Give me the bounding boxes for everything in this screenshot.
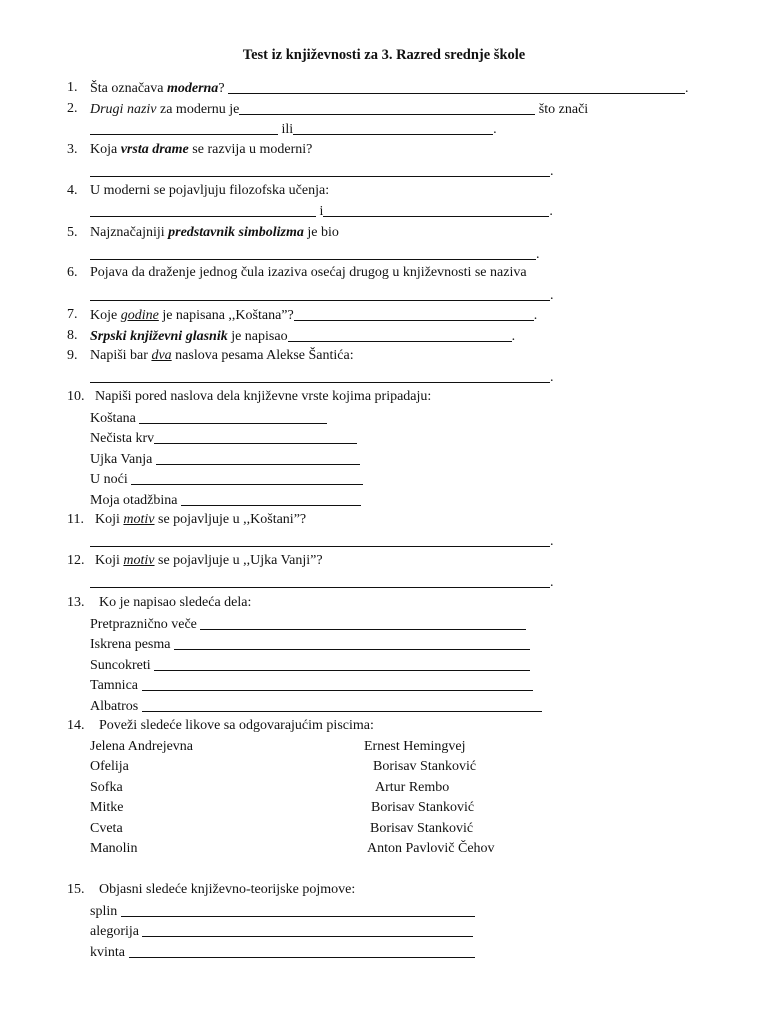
answer-blank[interactable] <box>181 491 361 506</box>
answer-blank[interactable] <box>228 79 685 94</box>
question-number: 1. <box>67 80 78 95</box>
answer-blank[interactable] <box>90 162 550 177</box>
answer-blank[interactable] <box>90 573 550 588</box>
answer-blank[interactable] <box>200 615 526 630</box>
answer-blank[interactable] <box>90 202 316 217</box>
test-page: Test iz književnosti za 3. Razred srednje škole 1. Šta označava moderna? . 2. Drugi naziv za modernu je što znači ili . 3. Koja vrsta drame se razvija u moderni? . 4. U moderni se pojavljuju filozofska učenja: i . 5. Najznačajniji predstavnik simbolizma je bio . 6. Pojava da draženje jednog čula izaziva osećaj drugog u književnosti se naziva . 7. Koje godine je napisana ,,Koštana”? . 8. Srpski književni glasnik je napisao . 9. Napiši bar dva naslova pesama Alekse Šantića: . 10. Napiši pored naslova dela književne vrste kojima pripadaju: Koštana Nečista krv Ujka Vanja U noći Moja otadžbina 11. Koji motiv se pojavljuje u ,,Koštani”? . 12. Koji motiv se pojavljuje u ,,Ujka Vanji”? . 13. Ko je napisao sledeća dela: Pretpraznično veče Iskrena pesma Suncokreti Tamnica Albatros 14. Poveži sledeće likove sa odgovarajućim piscima: Jelena Andrejevna Ernest Hemingvej Ofelija Borisav Stanković Sofka Artur Rembo Mitke Borisav Stanković Cveta Borisav Stanković Manolin Anton Pavlovič Čehov 15. Objasni sledeće književno-teorijske pojmove: splin alegorija kvinta <box>0 0 768 1024</box>
answer-blank[interactable] <box>154 656 530 671</box>
answer-blank[interactable] <box>154 429 357 444</box>
answer-blank[interactable] <box>142 676 533 691</box>
answer-blank[interactable] <box>174 635 530 650</box>
answer-blank[interactable] <box>90 286 550 301</box>
answer-blank[interactable] <box>90 532 550 547</box>
answer-blank[interactable] <box>293 120 493 135</box>
answer-blank[interactable] <box>294 306 534 321</box>
page-title: Test iz književnosti za 3. Razred srednje škole <box>242 47 526 63</box>
answer-blank[interactable] <box>90 245 536 260</box>
answer-blank[interactable] <box>239 100 535 115</box>
answer-blank[interactable] <box>129 943 475 958</box>
answer-blank[interactable] <box>121 902 475 917</box>
answer-blank[interactable] <box>131 470 363 485</box>
answer-blank[interactable] <box>142 922 473 937</box>
answer-blank[interactable] <box>323 202 549 217</box>
answer-blank[interactable] <box>142 697 542 712</box>
answer-blank[interactable] <box>288 327 512 342</box>
answer-blank[interactable] <box>90 368 550 383</box>
answer-blank[interactable] <box>90 120 278 135</box>
answer-blank[interactable] <box>156 450 360 465</box>
answer-blank[interactable] <box>139 409 327 424</box>
